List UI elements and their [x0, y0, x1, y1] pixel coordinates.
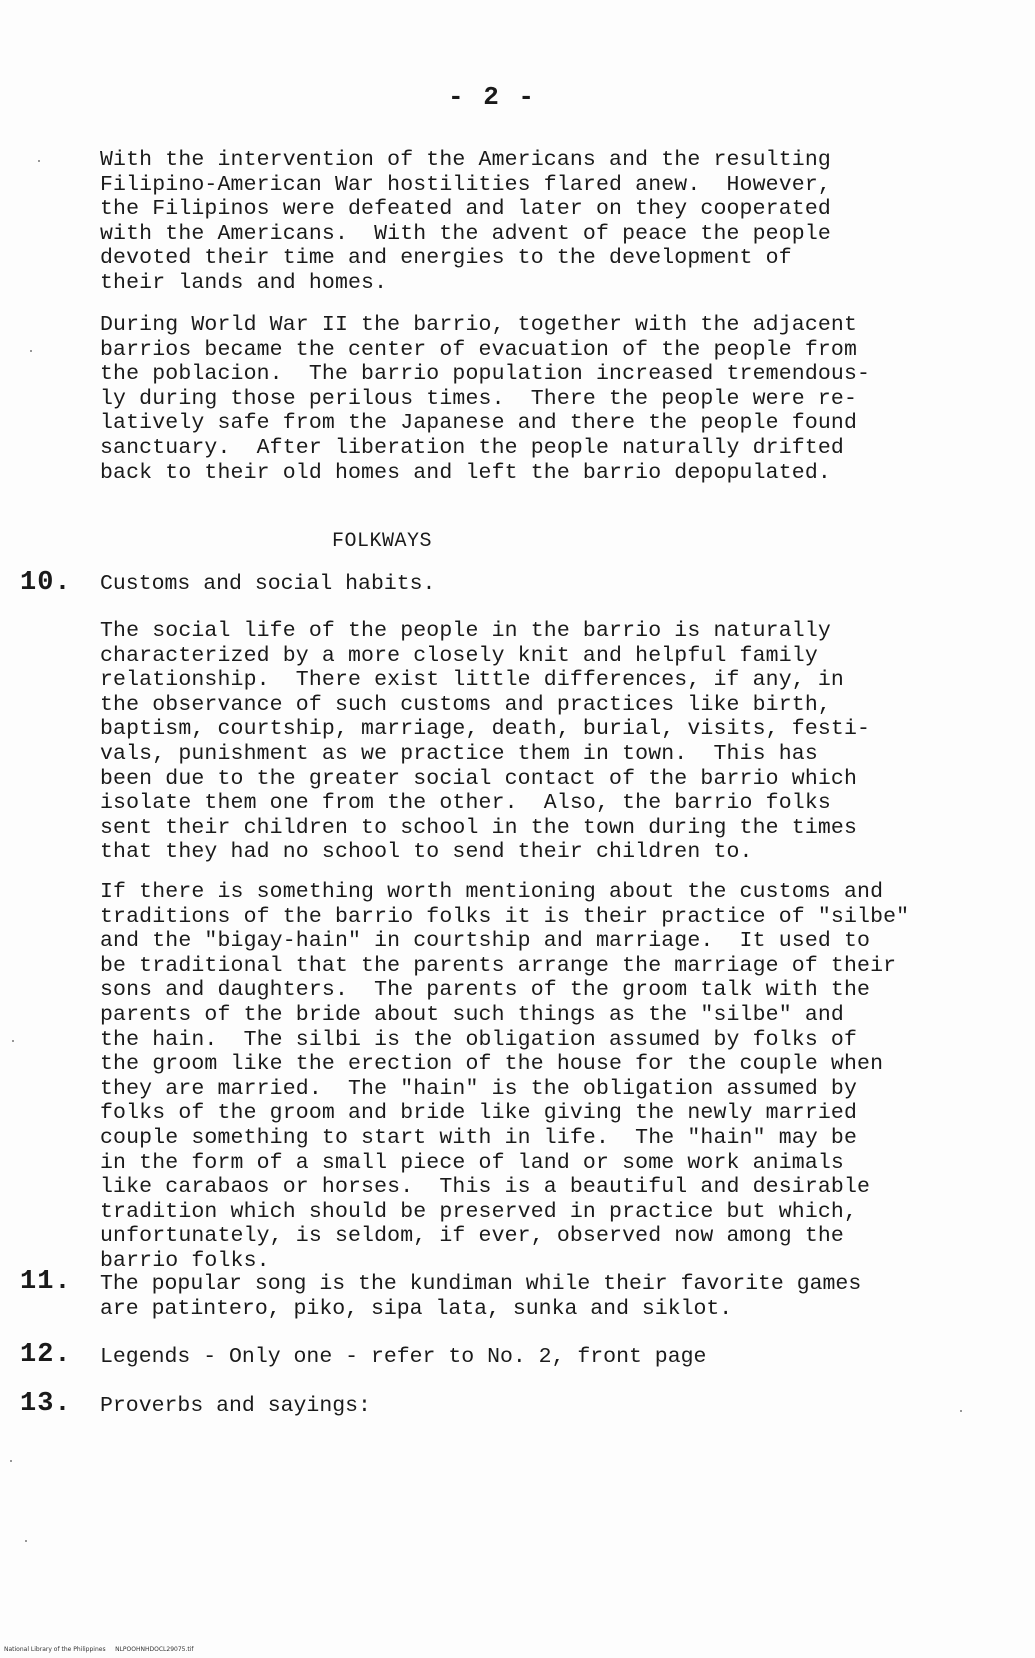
- item-number-12: 12.: [20, 1340, 72, 1370]
- item-number-11: 11.: [20, 1267, 72, 1297]
- paragraph-silbe-hain: If there is something worth mentioning about the customs and traditions of the barrio folks it is their practice of "silbe" and the "bigay-hain" in courtship and marriage. It used to be traditional that the parents arrange the marriage of their sons and daughters. The parents of the groom talk with the parents of the bride about such things as the "silbe" and the hain. The silbi is the obligation assumed by folks of the groom like the erection of the house for the couple when they are married. The "hain" is the obligation assumed by folks of the groom and bride like giving the newly married couple something to start with in life. The "hain" may be in the form of a small piece of land or some work animals like carabaos or horses. This is a beautiful and desirable tradition which should be preserved in practice but which, unfortunately, is seldom, if ever, observed now among the barrio folks.: [100, 880, 910, 1273]
- scan-footer: National Library of the Philippines NLPOOHNHDOCL29075.tif: [4, 1646, 194, 1653]
- paragraph-world-war-ii: During World War II the barrio, together with the adjacent barrios became the center of evacuation of the people from the poblacion. The barrio population increased tremendous- ly during those perilous times. There the people were re- latively safe from the Japanese and there the people found sanctuary. After liberation the people naturally drifted back to their old homes and left the barrio depopulated.: [100, 313, 871, 485]
- item-number-10: 10.: [20, 568, 72, 598]
- scan-speck: [10, 1460, 12, 1462]
- item-text-proverbs: Proverbs and sayings:: [100, 1394, 371, 1418]
- scan-speck: [30, 350, 32, 352]
- page-number: - 2 -: [448, 82, 537, 112]
- item-number-13: 13.: [20, 1389, 72, 1419]
- item-text-songs-games: The popular song is the kundiman while their favorite games are patintero, piko, sipa lata, sunka and siklot.: [100, 1272, 862, 1321]
- scan-speck: [38, 160, 40, 162]
- scan-speck: [12, 1040, 14, 1042]
- paragraph-american-intervention: With the intervention of the Americans and the resulting Filipino-American War hostilities flared anew. However, the Filipinos were defeated and later on they cooperated with the Americans. With the advent of peace the people devoted their time and energies to the development of their lands and homes.: [100, 148, 831, 295]
- section-heading-folkways: FOLKWAYS: [332, 530, 433, 553]
- scan-speck: [25, 1540, 27, 1542]
- paragraph-social-life: The social life of the people in the barrio is naturally characterized by a more closely knit and helpful family relationship. There exist little differences, if any, in the observance of such customs and practices like birth, baptism, courtship, marriage, death, burial, visits, festi- vals, punishment as we practice them in town. This has been due to the greater social contact of the barrio which isolate them one from the other. Also, the barrio folks sent their children to school in the town during the times that they had no school to send their children to.: [100, 619, 871, 865]
- item-title-customs: Customs and social habits.: [100, 572, 436, 596]
- item-text-legends: Legends - Only one - refer to No. 2, front page: [100, 1345, 707, 1369]
- scan-speck: [960, 1410, 962, 1412]
